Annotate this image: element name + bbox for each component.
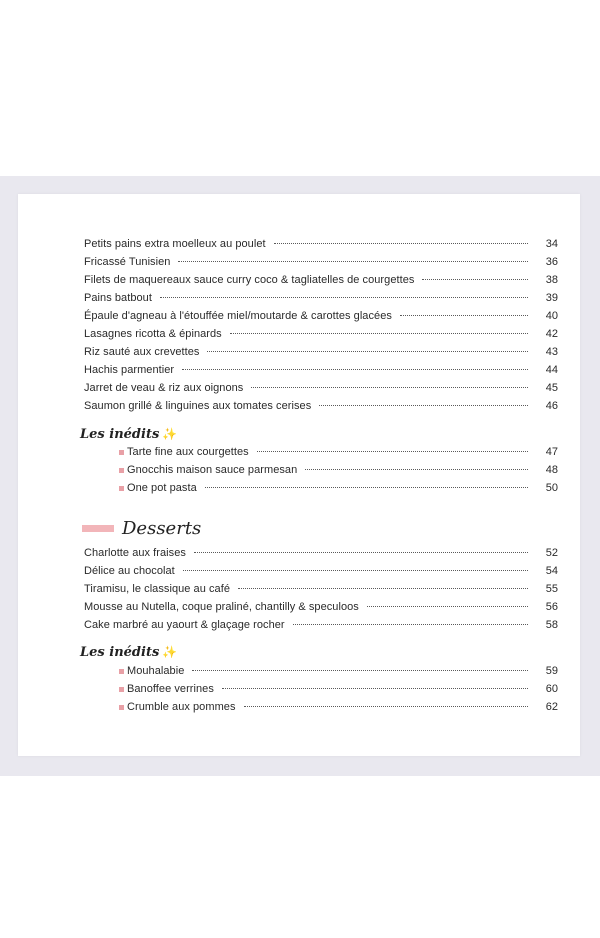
leader-dots [293,624,528,625]
toc-subentry [119,698,558,716]
bullet-square-icon [119,450,124,455]
bullet-square-icon [119,687,124,692]
entry-page: 58 [545,619,558,631]
leader-dots [251,387,528,388]
toc-entry [84,361,558,379]
entry-page: 48 [545,464,558,476]
bullet-square-icon [119,468,124,473]
toc-entry [84,271,558,289]
entry-title: Cake marbré au yaourt & glaçage rocher [84,619,285,631]
entry-page: 55 [545,583,558,595]
entry-page: 44 [545,364,558,376]
entry-page: 50 [545,482,558,494]
entry-page: 39 [545,292,558,304]
entry-title: Fricassé Tunisien [84,256,171,268]
toc-entry [84,379,558,397]
leader-dots [192,670,528,671]
toc-subentry [119,680,558,698]
toc-entry [84,235,558,253]
leader-dots [222,688,528,689]
entry-page: 45 [545,382,558,394]
sparkle-icon: ✨ [162,645,178,659]
bullet-square-icon [119,486,124,491]
entry-page: 43 [545,346,558,358]
entry-title: Petits pains extra moelleux au poulet [84,238,266,250]
entry-page: 62 [545,701,558,713]
toc-entry [84,544,558,562]
leader-dots [205,487,528,488]
entry-title: Jarret de veau & riz aux oignons [84,382,244,394]
entry-title: Mouhalabie [127,665,185,677]
section-title: Desserts [122,517,202,539]
entry-title: Épaule d'agneau à l'étouffée miel/moutarde & carottes glacées [84,310,392,322]
toc-entry [84,562,558,580]
toc-subentry [119,479,558,497]
inedits-heading-text: Les inédits [80,644,160,660]
leader-dots [230,333,528,334]
toc-entry [84,580,558,598]
entry-page: 40 [545,310,558,322]
leader-dots [400,315,528,316]
inedits-heading-text: Les inédits [80,426,160,442]
leader-dots [194,552,528,553]
leader-dots [305,469,528,470]
entry-title: Charlotte aux fraises [84,547,186,559]
entry-page: 38 [545,274,558,286]
sparkle-icon: ✨ [162,427,178,441]
entry-page: 42 [545,328,558,340]
entry-title: Tarte fine aux courgettes [127,446,249,458]
toc-entry [84,343,558,361]
toc-entry [84,289,558,307]
section-header-desserts [82,516,201,540]
entry-page: 56 [545,601,558,613]
toc-entry [84,253,558,271]
leader-dots [160,297,528,298]
entry-page: 36 [545,256,558,268]
entry-title: Saumon grillé & linguines aux tomates cerises [84,400,312,412]
entry-title: Pains batbout [84,292,152,304]
toc-subentry [119,461,558,479]
entry-title: Lasagnes ricotta & épinards [84,328,222,340]
entry-title: Filets de maquereaux sauce curry coco & tagliatelles de courgettes [84,274,415,286]
leader-dots [207,351,528,352]
inedits-heading [80,642,177,662]
leader-dots [183,570,528,571]
leader-dots [319,405,528,406]
entry-title: Crumble aux pommes [127,701,236,713]
leader-dots [422,279,528,280]
toc-subentry [119,662,558,680]
entry-title: One pot pasta [127,482,197,494]
bullet-square-icon [119,705,124,710]
entry-title: Mousse au Nutella, coque praliné, chantilly & speculoos [84,601,359,613]
entry-title: Délice au chocolat [84,565,175,577]
toc-entry [84,616,558,634]
leader-dots [367,606,528,607]
entry-title: Riz sauté aux crevettes [84,346,200,358]
toc-entry [84,397,558,415]
toc-entry [84,307,558,325]
entry-page: 46 [545,400,558,412]
bullet-square-icon [119,669,124,674]
toc-entry [84,325,558,343]
entry-title: Tiramisu, le classique au café [84,583,230,595]
leader-dots [238,588,528,589]
entry-page: 34 [545,238,558,250]
entry-page: 54 [545,565,558,577]
leader-dots [274,243,528,244]
entry-page: 59 [545,665,558,677]
entry-title: Banoffee verrines [127,683,214,695]
leader-dots [178,261,528,262]
leader-dots [244,706,529,707]
leader-dots [182,369,528,370]
inedits-heading [80,424,177,444]
entry-page: 60 [545,683,558,695]
entry-page: 47 [545,446,558,458]
toc-subentry [119,443,558,461]
section-accent-bar [82,525,114,532]
entry-title: Gnocchis maison sauce parmesan [127,464,298,476]
leader-dots [257,451,528,452]
entry-page: 52 [545,547,558,559]
toc-entry [84,598,558,616]
entry-title: Hachis parmentier [84,364,175,376]
